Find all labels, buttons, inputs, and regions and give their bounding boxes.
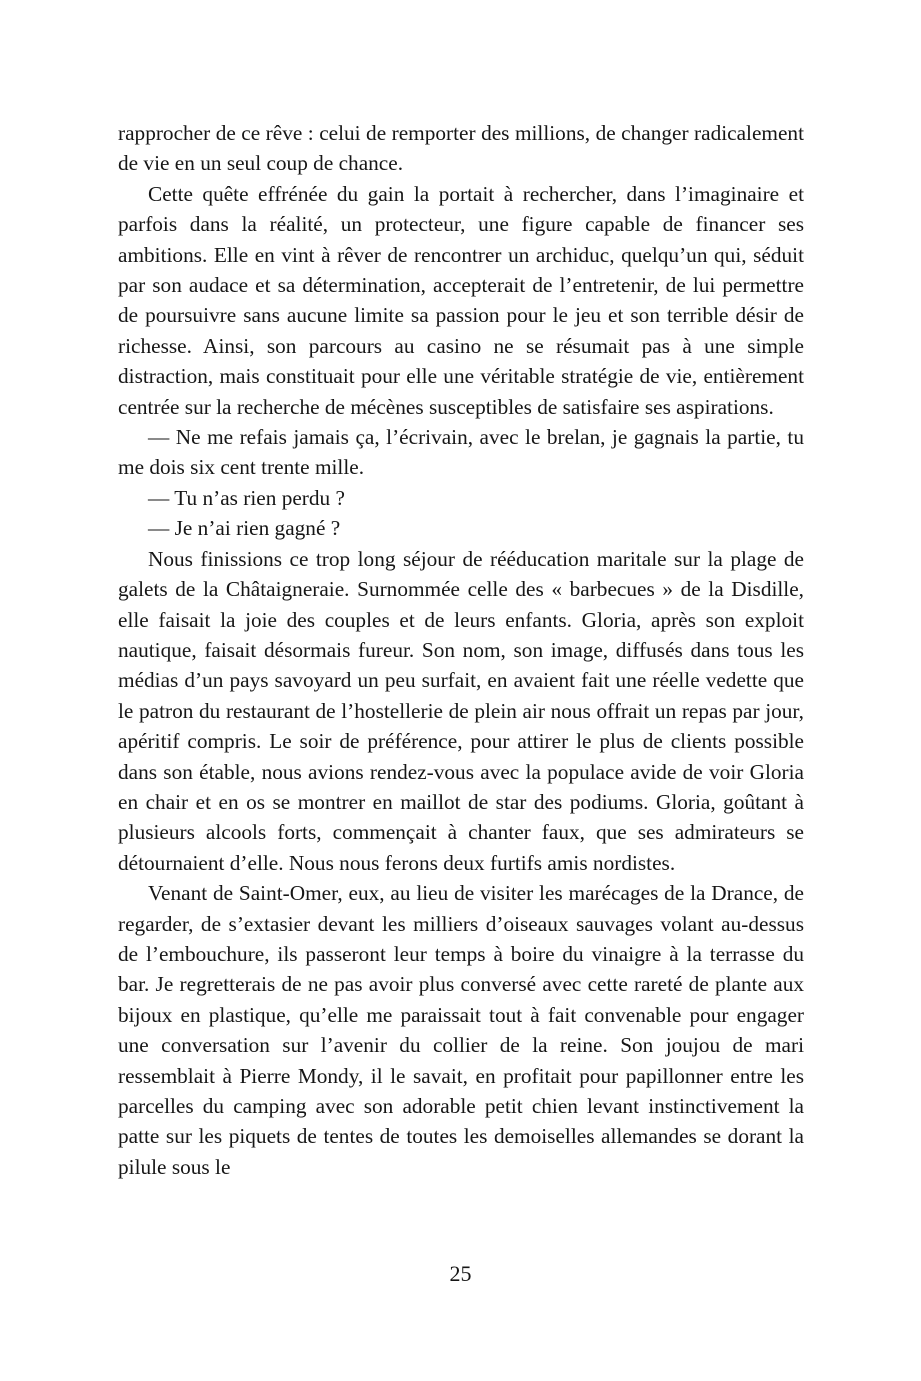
paragraph-continuation: rapprocher de ce rêve : celui de remporter des millions, de changer radicalement de vie en un seul coup de chance. [118,121,804,176]
paragraph-saint-omer: Venant de Saint-Omer, eux, au lieu de visiter les marécages de la Drance, de regarder, de s’extasier devant les milliers d’oiseaux sauvages volant au-dessus de l’embouchure, ils passeront leur temps à boire du vinaigre à la terrasse du bar. Je regretterais de ne pas avoir plus conversé avec cette rareté de plante aux bijoux en plastique, qu’elle me paraissait tout à fait convenable pour engager une conversation sur l’avenir du collier de la reine. Son joujou de mari ressemblait à Pierre Mondy, il le savait, en profitait pour papillonner entre les parcelles du camping avec son adorable petit chien levant instinctivement la patte sur les piquets de tentes de toutes les demoiselles allemandes se dorant la pilule sous le [118,881,804,1179]
dialogue-line-nothing-lost: — Tu n’as rien perdu ? [148,485,345,510]
dialogue-line-nothing-won: — Je n’ai rien gagné ? [148,516,341,541]
paragraph-quest-for-gain: Cette quête effrénée du gain la portait à rechercher, dans l’imaginaire et parfois dans la réalité, un protecteur, une figure capable de financer ses ambitions. Elle en vint à rêver de rencontrer un archiduc, quelqu’un qui, séduit par son audace et sa détermination, accepterait de l’entretenir, de lui permettre de poursuivre sans aucune limite sa passion pour le jeu et son terrible désir de richesse. Ainsi, son parcours au casino ne se résumait pas à une simple distraction, mais constituait pour elle une véritable stratégie de vie, entièrement centrée sur la recherche de mécènes susceptibles de satisfaire ses aspirations. [118,181,804,419]
paragraph-chataigneraie: Nous finissions ce trop long séjour de rééducation maritale sur la plage de galets de la Châtaigneraie. Surnommée celle des « barbecues » de la Disdille, elle faisait la joie des couples et de leurs enfants. Gloria, après son exploit nautique, faisait désormais fureur. Son nom, son image, diffusés dans tous les médias d’un pays savoyard un peu surfait, en avaient fait une réelle vedette que le patron du restaurant de l’hostellerie de plein air nous offrait un repas par jour, apéritif compris. Le soir de préférence, pour attirer le plus de clients possible dans son étable, nous avions rendez-vous avec la populace avide de voir Gloria en chair et en os se montrer en maillot de star des podiums. Gloria, goûtant à plusieurs alcools forts, commençait à chanter faux, que ses admirateurs se détournaient d’elle. Nous nous ferons deux furtifs amis nordistes. [118,546,804,875]
dialogue-line-brelan: — Ne me refais jamais ça, l’écrivain, avec le brelan, je gagnais la partie, tu me dois six cent trente mille. [118,425,804,480]
page-number: 25 [449,1261,472,1286]
page-body [118,118,804,1182]
